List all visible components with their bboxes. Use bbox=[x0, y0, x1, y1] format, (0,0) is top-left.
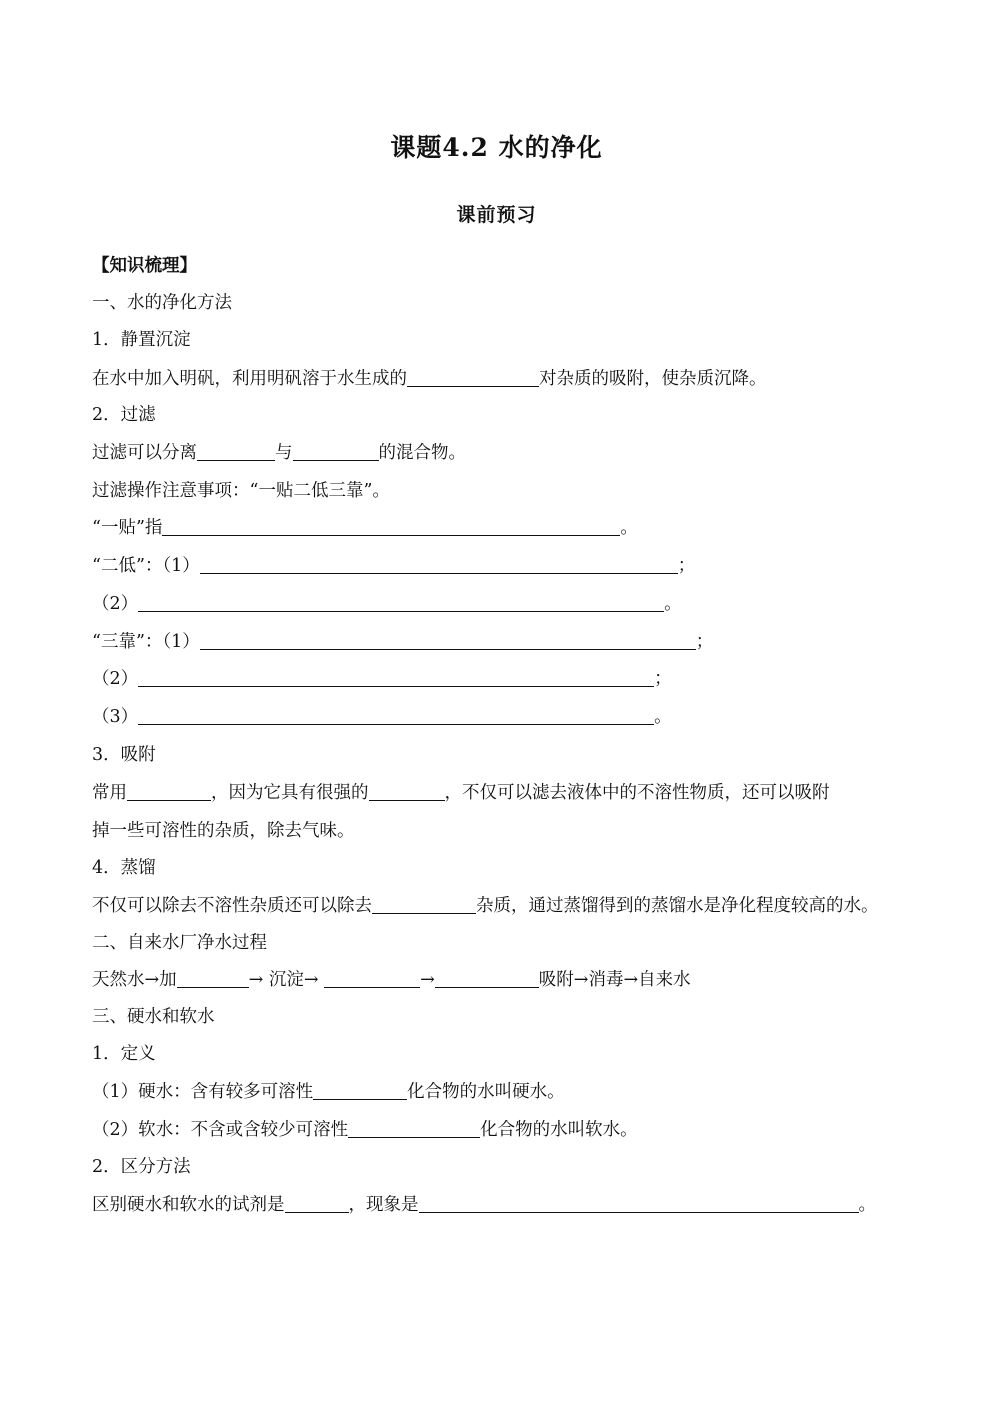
text-segment: （2）软水：不含或含较少可溶性 bbox=[92, 1120, 349, 1140]
fill-blank[interactable] bbox=[313, 1079, 407, 1100]
knowledge-heading: 【知识梳理】 bbox=[92, 256, 197, 276]
text-segment: “三靠”：（1） bbox=[92, 632, 200, 652]
fill-blank[interactable] bbox=[419, 1192, 859, 1213]
page-title: 课题4.2 水的净化 bbox=[390, 133, 603, 162]
line-distillation bbox=[92, 893, 879, 919]
text-segment: ，不仅可以滤去液体中的不溶性物质，还可以吸附 bbox=[444, 783, 830, 803]
fill-blank[interactable] bbox=[285, 1192, 349, 1213]
line-filtration-separates bbox=[92, 440, 466, 466]
fill-blank[interactable] bbox=[369, 780, 445, 801]
text-segment: 。 bbox=[664, 594, 682, 614]
line-distinguish bbox=[92, 1192, 876, 1218]
text-segment: ； bbox=[695, 632, 714, 652]
line-adsorption-2: 掉一些可溶性的杂质，除去气味。 bbox=[92, 821, 355, 841]
text-segment: （1）硬水：含有较多可溶性 bbox=[92, 1082, 314, 1102]
fill-blank[interactable] bbox=[200, 553, 678, 574]
item-definition: 1．定义 bbox=[92, 1044, 156, 1064]
text-segment: “二低”：（1） bbox=[92, 556, 200, 576]
fill-blank[interactable] bbox=[407, 366, 539, 387]
text-segment: 不仅可以除去不溶性杂质还可以除去 bbox=[92, 896, 372, 916]
fill-blank[interactable] bbox=[372, 893, 476, 914]
text-segment: → 沉淀→ bbox=[248, 970, 325, 990]
text-segment: 天然水→加 bbox=[92, 970, 177, 990]
section-subtitle: 课前预习 bbox=[456, 204, 537, 226]
text-segment: ； bbox=[677, 556, 696, 576]
item-filtration: 2．过滤 bbox=[92, 405, 156, 425]
text-segment: 吸附→消毒→自来水 bbox=[538, 970, 691, 990]
fill-blank[interactable] bbox=[348, 1117, 480, 1138]
line-soft-water bbox=[92, 1117, 638, 1143]
line-hard-water bbox=[92, 1079, 565, 1105]
fill-blank[interactable] bbox=[177, 967, 249, 988]
item-adsorption: 3．吸附 bbox=[92, 745, 156, 765]
text-segment: 杂质，通过蒸馏得到的蒸馏水是净化程度较高的水。 bbox=[476, 896, 879, 916]
heading-purification-methods: 一、水的净化方法 bbox=[92, 293, 232, 313]
line-three-lean-1 bbox=[92, 629, 713, 655]
heading-hard-soft-water: 三、硬水和软水 bbox=[92, 1007, 215, 1027]
item-distillation: 4．蒸馏 bbox=[92, 858, 156, 878]
text-segment: 与 bbox=[275, 443, 293, 463]
fill-blank[interactable] bbox=[162, 515, 620, 536]
line-three-lean-3 bbox=[92, 704, 672, 730]
fill-blank[interactable] bbox=[435, 967, 539, 988]
fill-blank[interactable] bbox=[127, 780, 211, 801]
text-segment: 化合物的水叫软水。 bbox=[480, 1120, 638, 1140]
fill-blank[interactable] bbox=[197, 440, 275, 461]
fill-blank[interactable] bbox=[138, 666, 654, 687]
text-segment: 对杂质的吸附，使杂质沉降。 bbox=[539, 369, 767, 389]
text-segment: 区别硬水和软水的试剂是 bbox=[92, 1195, 285, 1215]
line-filtration-notes: 过滤操作注意事项：“一贴二低三靠”。 bbox=[92, 481, 390, 501]
text-segment: 常用 bbox=[92, 783, 127, 803]
text-segment: 。 bbox=[858, 1195, 876, 1215]
line-alum bbox=[92, 366, 767, 392]
fill-blank[interactable] bbox=[138, 704, 654, 725]
text-segment: ； bbox=[654, 669, 672, 689]
text-segment: “一贴”指 bbox=[92, 518, 163, 538]
text-segment: ，现象是 bbox=[348, 1195, 419, 1215]
line-adsorption-1 bbox=[92, 780, 830, 806]
item-sedimentation: 1．静置沉淀 bbox=[92, 330, 191, 350]
text-segment: → bbox=[420, 970, 435, 990]
text-segment: 化合物的水叫硬水。 bbox=[407, 1082, 565, 1102]
text-segment: 过滤可以分离 bbox=[92, 443, 197, 463]
text-segment: 的混合物。 bbox=[378, 443, 466, 463]
line-two-low-2 bbox=[92, 591, 682, 617]
line-one-stick bbox=[92, 515, 638, 541]
text-segment: 在水中加入明矾，利用明矾溶于水生成的 bbox=[92, 369, 407, 389]
text-segment: ，因为它具有很强的 bbox=[211, 783, 369, 803]
text-segment: 。 bbox=[620, 518, 638, 538]
text-segment: （2） bbox=[92, 669, 139, 689]
fill-blank[interactable] bbox=[324, 967, 420, 988]
fill-blank[interactable] bbox=[293, 440, 379, 461]
line-two-low-1 bbox=[92, 553, 695, 579]
text-segment: （2） bbox=[92, 594, 139, 614]
line-waterworks-flow bbox=[92, 967, 691, 993]
item-distinguish-method: 2．区分方法 bbox=[92, 1157, 191, 1177]
line-three-lean-2 bbox=[92, 666, 672, 692]
heading-waterworks-process: 二、自来水厂净水过程 bbox=[92, 933, 267, 953]
fill-blank[interactable] bbox=[138, 591, 664, 612]
text-segment: 。 bbox=[654, 707, 672, 727]
text-segment: （3） bbox=[92, 707, 139, 727]
fill-blank[interactable] bbox=[200, 629, 696, 650]
